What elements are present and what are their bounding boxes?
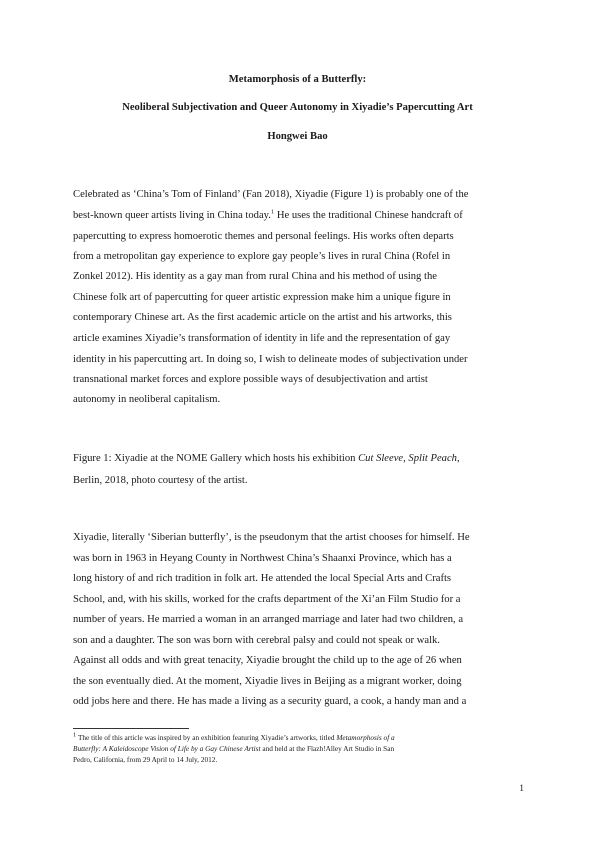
author-name: Hongwei Bao <box>267 131 328 142</box>
text-line: best-known queer artists living in China today.$^1$ He uses the traditional Chinese handcraft of <box>73 208 463 221</box>
text-line: Against all odds and with great tenacity, Xiyadie brought the child up to the age of 26 when <box>73 655 462 666</box>
text-line: number of years. He married a woman in an arranged marriage and later had two children, a <box>73 614 464 625</box>
text-line: article examines Xiyadie’s transformation of identity in life and the representation of gay <box>73 333 451 344</box>
text-line: was born in 1963 in Heyang County in Northwest China’s Shaanxi Province, which has a <box>73 553 452 564</box>
text-line: long history of and rich tradition in folk art. He attended the local Special Arts and Crafts <box>73 573 452 584</box>
text-line: Chinese folk art of papercutting for queer artistic expression make him a unique figure in <box>73 292 451 303</box>
footnote-line: $^1$ The title of this article was inspired by an exhibition featuring Xiyadie’s artworks, titled Metamorphosis of a <box>73 731 395 742</box>
text-line: son and a daughter. The son was born with cerebral palsy and could not speak or walk. <box>73 635 440 646</box>
text-line: odd jobs here and there. He has made a living as a security guard, a cook, a handy man and a <box>73 696 467 707</box>
text-line: transnational market forces and explore possible ways of desubjectivation and artist <box>73 374 428 385</box>
text-line: identity in his papercutting art. In doing so, I wish to delineate modes of subjectivation under <box>73 354 468 365</box>
text-line: Celebrated as ‘China’s Tom of Finland’ (Fan 2018), Xiyadie (Figure 1) is probably one of the <box>73 189 469 200</box>
paper-title: Metamorphosis of a Butterfly: <box>228 74 367 85</box>
caption-line: Figure 1: Xiyadie at the NOME Gallery which hosts his exhibition Cut Sleeve, Split Peach, <box>73 453 460 464</box>
text-line: Zonkel 2012). His identity as a gay man from rural China and his method of using the <box>73 271 437 282</box>
text-line: autonomy in neoliberal capitalism. <box>73 394 221 405</box>
page-number: 1 <box>519 784 524 794</box>
caption-line: Berlin, 2018, photo courtesy of the artist. <box>73 475 248 486</box>
text-line: Xiyadie, literally ‘Siberian butterfly’, is the pseudonym that the artist chooses for himself. He <box>73 532 470 543</box>
text-line: from a metropolitan gay experience to explore gay people’s lives in rural China (Rofel in <box>73 251 451 262</box>
text-line: contemporary Chinese art. As the first academic article on the artist and his artworks, this <box>73 312 452 323</box>
paper-subtitle: Neoliberal Subjectivation and Queer Autonomy in Xiyadie’s Papercutting Art <box>122 102 473 113</box>
footnote-number: 1 <box>73 731 77 739</box>
footnote-marker[interactable]: 1 <box>270 208 275 216</box>
exhibition-title: Cut Sleeve, Split Peach <box>358 453 457 464</box>
footnote-line: Pedro, California, from 29 April to 14 July, 2012. <box>73 755 218 764</box>
footnote-divider <box>73 728 189 729</box>
text-line: the son eventually died. At the moment, Xiyadie lives in Beijing as a migrant worker, doing <box>73 676 462 687</box>
text-line: School, and, with his skills, worked for the crafts department of the Xi’an Film Studio for a <box>73 594 461 605</box>
footnote-line: Butterfly: A Kaleidoscope Vision of Life by a Gay Chinese Artist and held at the Flazh!Alley Art Studio in San <box>73 744 395 753</box>
text-line: papercutting to express homoerotic themes and personal feelings. His works often departs <box>73 231 454 242</box>
